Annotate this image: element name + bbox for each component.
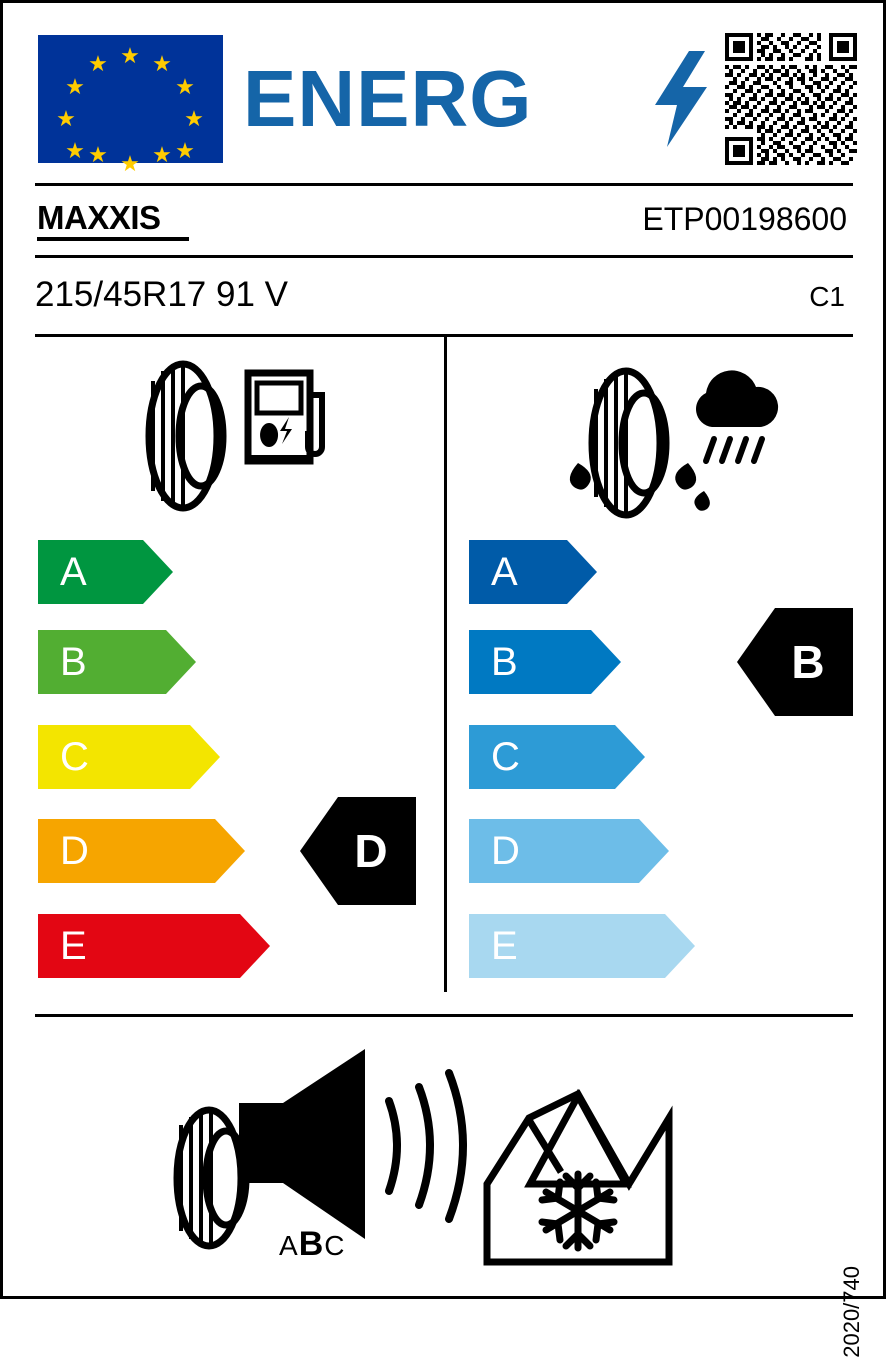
fuel-grade-e <box>38 914 270 978</box>
fuel-grade-a-letter: A <box>60 550 87 594</box>
wet-grade-c <box>469 725 645 789</box>
lightning-bolt-icon <box>651 51 711 147</box>
wet-result-letter: B <box>791 636 825 688</box>
qr-code-icon <box>725 33 857 165</box>
fuel-grade-a <box>38 540 173 604</box>
wet-grade-e-letter: E <box>491 924 518 968</box>
fuel-grade-a-arrow <box>38 540 173 604</box>
wet-grade-c-letter: C <box>491 735 520 779</box>
divider-top <box>35 183 853 186</box>
label-header <box>3 3 889 183</box>
divider-brand <box>35 255 853 258</box>
tire-class: C1 <box>809 281 845 312</box>
wet-grade-d-letter: D <box>491 829 520 873</box>
noise-class-b: B <box>298 1225 325 1263</box>
fuel-result-letter: D <box>354 825 388 877</box>
three-peak-mountain-snowflake-icon <box>483 1088 673 1268</box>
fuel-grade-e-letter: E <box>60 924 87 968</box>
divider-bottom <box>35 1014 853 1017</box>
noise-unit: dB <box>309 1121 349 1157</box>
wet-grade-b <box>469 630 621 694</box>
wet-grade-a <box>469 540 597 604</box>
energy-wordmark: ENERG <box>243 54 533 143</box>
wet-grade-a-letter: A <box>491 550 518 594</box>
wet-grade-a-arrow <box>469 540 597 604</box>
wet-grade-d <box>469 819 669 883</box>
noise-class-a: A <box>279 1230 299 1261</box>
wet-grade-e <box>469 914 695 978</box>
brand-underline <box>37 237 189 241</box>
fuel-grade-b <box>38 630 196 694</box>
fuel-grade-c <box>38 725 220 789</box>
fuel-grade-d-letter: D <box>60 829 89 873</box>
tire-fuel-pump-icon <box>123 351 333 521</box>
tire-rain-cloud-icon <box>538 351 788 531</box>
tire-size: 215/45R17 91 V <box>35 275 288 314</box>
fuel-grade-d <box>38 819 245 883</box>
wet-result-marker <box>737 608 853 716</box>
brand-name: MAXXIS <box>37 199 161 236</box>
type-code: ETP00198600 <box>642 201 847 237</box>
wet-grade-b-letter: B <box>491 640 518 684</box>
fuel-grade-b-letter: B <box>60 640 87 684</box>
eu-flag-icon: ★ ★ ★ ★ ★ ★ ★ ★ ★ ★ ★ ★ <box>38 35 223 163</box>
fuel-grade-c-letter: C <box>60 735 89 779</box>
noise-class-c: C <box>324 1230 346 1261</box>
regulation-code: 2020/740 <box>839 1266 864 1358</box>
noise-value: 70 <box>239 1113 288 1162</box>
fuel-result-marker <box>300 797 416 905</box>
divider-vertical <box>444 337 447 992</box>
noise-class-scale <box>279 1225 345 1264</box>
